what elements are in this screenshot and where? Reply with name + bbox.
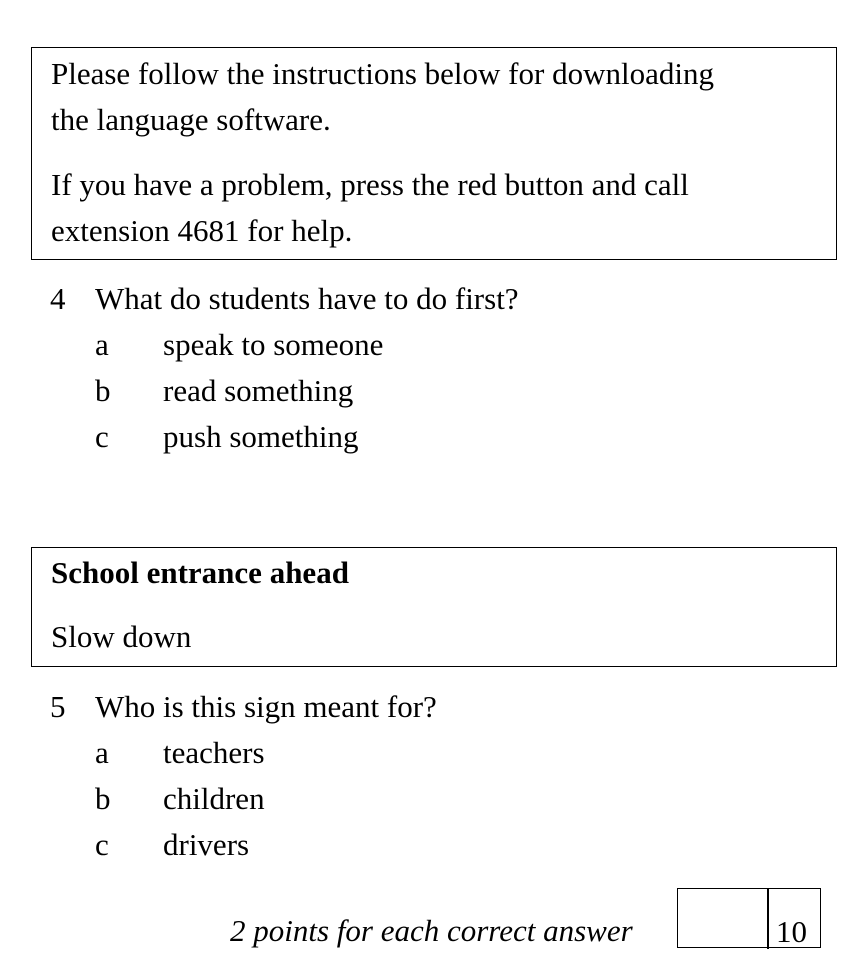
option-4b[interactable] bbox=[0, 368, 865, 414]
option-letter: a bbox=[95, 327, 109, 362]
option-text: read something bbox=[163, 373, 354, 408]
option-letter: c bbox=[95, 827, 109, 862]
option-letter: b bbox=[95, 781, 111, 816]
question-4 bbox=[0, 276, 865, 322]
score-divider bbox=[767, 889, 769, 949]
question-text: Who is this sign meant for? bbox=[95, 689, 437, 724]
question-number: 4 bbox=[50, 281, 66, 316]
points-instruction: 2 points for each correct answer bbox=[230, 913, 633, 948]
option-text: children bbox=[163, 781, 265, 816]
option-letter: c bbox=[95, 419, 109, 454]
notice-line: the language software. bbox=[51, 102, 331, 137]
score-input-cell[interactable] bbox=[678, 889, 767, 949]
question-5 bbox=[0, 684, 865, 730]
notice-line: Please follow the instructions below for downloading bbox=[51, 56, 714, 91]
option-5b[interactable] bbox=[0, 776, 865, 822]
sign-body: Slow down bbox=[51, 619, 192, 654]
sign-heading: School entrance ahead bbox=[51, 555, 349, 590]
option-4a[interactable] bbox=[0, 322, 865, 368]
option-4c[interactable] bbox=[0, 414, 865, 460]
notice-line: extension 4681 for help. bbox=[51, 213, 353, 248]
option-letter: a bbox=[95, 735, 109, 770]
option-text: teachers bbox=[163, 735, 265, 770]
notice-box-sign bbox=[31, 547, 837, 667]
option-letter: b bbox=[95, 373, 111, 408]
score-max: 10 bbox=[776, 914, 807, 949]
score-box bbox=[677, 888, 821, 948]
option-text: push something bbox=[163, 419, 359, 454]
option-5c[interactable] bbox=[0, 822, 865, 868]
question-text: What do students have to do first? bbox=[95, 281, 519, 316]
option-text: drivers bbox=[163, 827, 250, 862]
option-5a[interactable] bbox=[0, 730, 865, 776]
option-text: speak to someone bbox=[163, 327, 384, 362]
notice-line: If you have a problem, press the red button and call bbox=[51, 167, 689, 202]
question-number: 5 bbox=[50, 689, 66, 724]
notice-box-instructions bbox=[31, 47, 837, 260]
score-footer bbox=[0, 888, 865, 948]
